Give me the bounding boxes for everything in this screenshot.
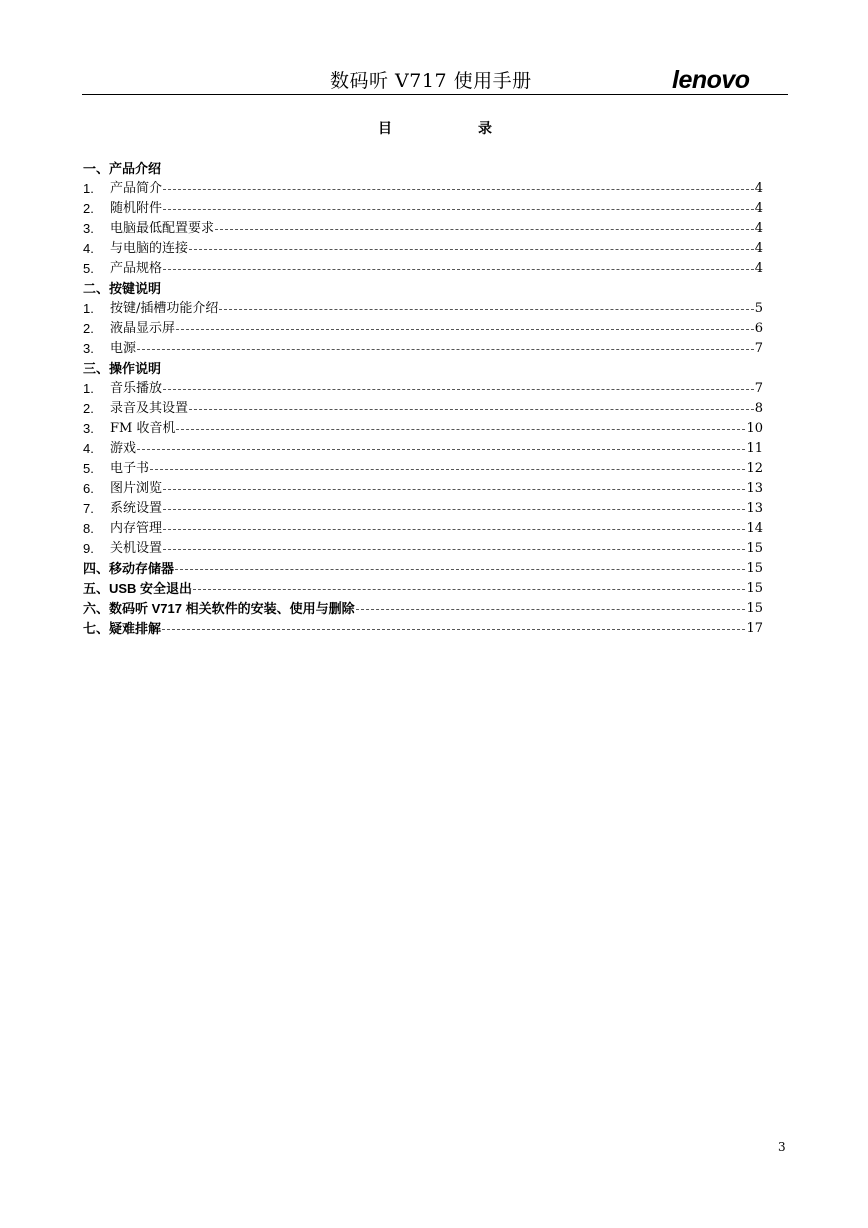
toc-leader-dots: [193, 589, 745, 590]
toc-item-label: 与电脑的连接: [110, 241, 189, 256]
toc-item-number: 2.: [83, 401, 94, 416]
toc-page-number: 12: [746, 461, 763, 476]
toc-leader-dots: [162, 629, 745, 630]
toc-item-row: [83, 199, 783, 219]
toc-leader-dots: [163, 189, 754, 190]
toc-item-row: [83, 399, 783, 419]
toc-section-label: 四、移动存储器: [83, 561, 175, 576]
toc-leader-dots: [176, 329, 754, 330]
toc-section-label: 七、疑难排解: [83, 621, 162, 636]
toc-item-number: 3.: [83, 221, 94, 236]
toc-item-number: 4.: [83, 441, 94, 456]
toc-item-label: 游戏: [110, 441, 137, 456]
table-of-contents: [83, 159, 783, 639]
toc-item-label: 产品规格: [110, 261, 163, 276]
toc-item-label: 产品简介: [110, 181, 163, 196]
toc-leader-dots: [163, 269, 754, 270]
toc-title-left: 目: [378, 120, 392, 136]
toc-page-number: 14: [746, 521, 763, 536]
toc-item-label: 图片浏览: [110, 481, 163, 496]
toc-item-label: 液晶显示屏: [110, 321, 176, 336]
toc-item-label: 音乐播放: [110, 381, 163, 396]
toc-page-number: 15: [746, 601, 763, 616]
toc-page-number: 11: [746, 441, 763, 456]
toc-section-row: [83, 599, 783, 619]
toc-page-number: 4: [754, 201, 763, 216]
toc-item-row: [83, 219, 783, 239]
toc-item-row: [83, 479, 783, 499]
header-title: 数码听 V717 使用手册: [330, 70, 532, 92]
toc-page-number: 17: [746, 621, 763, 636]
toc-item-number: 1.: [83, 301, 94, 316]
toc-leader-dots: [163, 209, 754, 210]
toc-page-number: 4: [754, 241, 763, 256]
toc-item-number: 4.: [83, 241, 94, 256]
toc-page-number: 7: [754, 381, 763, 396]
toc-leader-dots: [176, 429, 745, 430]
toc-item-label: 关机设置: [110, 541, 163, 556]
toc-leader-dots: [163, 549, 745, 550]
toc-page-number: 10: [746, 421, 763, 436]
toc-item-number: 6.: [83, 481, 94, 496]
toc-page-number: 15: [746, 561, 763, 576]
header-rule: [82, 94, 788, 95]
toc-leader-dots: [356, 609, 746, 610]
toc-item-number: 3.: [83, 421, 94, 436]
toc-leader-dots: [163, 509, 745, 510]
toc-item-row: [83, 299, 783, 319]
toc-item-number: 2.: [83, 201, 94, 216]
toc-item-row: [83, 339, 783, 359]
toc-page-number: 4: [754, 181, 763, 196]
toc-item-number: 1.: [83, 381, 94, 396]
toc-item-number: 8.: [83, 521, 94, 536]
toc-leader-dots: [137, 349, 754, 350]
toc-leader-dots: [163, 529, 745, 530]
toc-page-number: 7: [754, 341, 763, 356]
toc-leader-dots: [219, 309, 753, 310]
toc-page-number: 5: [754, 301, 763, 316]
toc-page-number: 15: [746, 541, 763, 556]
lenovo-logo: lenovo: [672, 66, 750, 94]
toc-item-row: [83, 499, 783, 519]
toc-item-row: [83, 519, 783, 539]
toc-page-number: 4: [754, 221, 763, 236]
toc-page-number: 6: [754, 321, 763, 336]
toc-item-number: 5.: [83, 461, 94, 476]
toc-item-row: [83, 539, 783, 559]
toc-page-number: 8: [754, 401, 763, 416]
toc-page-number: 13: [746, 501, 763, 516]
toc-item-label: 电脑最低配置要求: [110, 221, 215, 236]
toc-section-row: [83, 579, 783, 599]
toc-item-row: [83, 439, 783, 459]
toc-section-row: [83, 559, 783, 579]
toc-item-row: [83, 379, 783, 399]
toc-leader-dots: [215, 229, 754, 230]
toc-section-label: 一、产品介绍: [83, 161, 162, 176]
page-number: 3: [778, 1140, 786, 1154]
toc-item-number: 7.: [83, 501, 94, 516]
toc-section-row: [83, 279, 783, 299]
toc-section-label: 二、按键说明: [83, 281, 162, 296]
toc-leader-dots: [175, 569, 745, 570]
toc-item-row: [83, 319, 783, 339]
toc-item-number: 9.: [83, 541, 94, 556]
toc-item-row: [83, 459, 783, 479]
toc-item-label: 电源: [110, 341, 137, 356]
toc-page-number: 4: [754, 261, 763, 276]
toc-item-number: 3.: [83, 341, 94, 356]
toc-page-number: 13: [746, 481, 763, 496]
toc-item-row: [83, 179, 783, 199]
toc-leader-dots: [163, 389, 754, 390]
toc-item-row: [83, 239, 783, 259]
toc-item-label: 内存管理: [110, 521, 163, 536]
toc-item-label: 随机附件: [110, 201, 163, 216]
toc-section-row: [83, 359, 783, 379]
toc-leader-dots: [163, 489, 745, 490]
toc-section-label: 六、数码听 V717 相关软件的安装、使用与删除: [83, 601, 355, 616]
toc-leader-dots: [150, 469, 745, 470]
toc-page-number: 15: [746, 581, 763, 596]
toc-item-number: 1.: [83, 181, 94, 196]
toc-item-label: 电子书: [110, 461, 150, 476]
toc-item-row: [83, 259, 783, 279]
toc-item-number: 5.: [83, 261, 94, 276]
toc-section-label: 五、USB 安全退出: [83, 581, 193, 596]
toc-item-label: FM 收音机: [110, 421, 176, 436]
toc-leader-dots: [189, 249, 754, 250]
toc-section-label: 三、操作说明: [83, 361, 162, 376]
toc-item-label: 录音及其设置: [110, 401, 189, 416]
toc-item-row: [83, 419, 783, 439]
toc-section-row: [83, 619, 783, 639]
toc-item-label: 系统设置: [110, 501, 163, 516]
toc-leader-dots: [137, 449, 745, 450]
toc-item-label: 按键/插槽功能介绍: [110, 301, 219, 316]
toc-title-right: 录: [478, 120, 492, 136]
toc-section-row: [83, 159, 783, 179]
toc-leader-dots: [189, 409, 754, 410]
toc-item-number: 2.: [83, 321, 94, 336]
